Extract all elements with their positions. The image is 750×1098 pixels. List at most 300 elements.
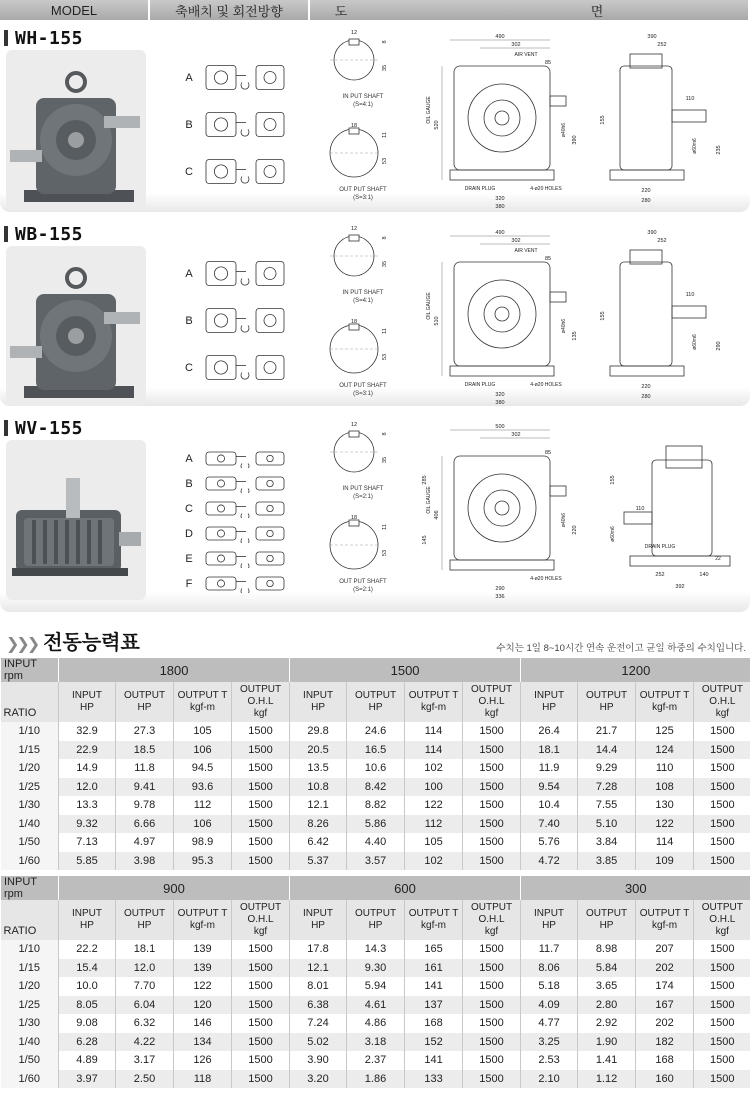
model-name: WH-155 <box>15 28 84 49</box>
value-cell: 1500 <box>694 1070 750 1089</box>
column-header-line2: kgf <box>715 708 730 719</box>
dim-height-total: 406 <box>434 510 440 520</box>
value-cell: 14.3 <box>347 940 405 959</box>
table-note: 수치는 1일 8~10시간 연속 운전이고 균일 하중의 수치입니다. <box>496 643 746 654</box>
ratio-cell: 1/30 <box>1 796 59 815</box>
column-header-line1: OUTPUT T <box>177 908 228 919</box>
dim-side-low: 155 <box>600 115 606 125</box>
value-cell: 137 <box>405 996 463 1015</box>
value-cell: 1500 <box>232 741 290 760</box>
column-header-line2: HP <box>137 702 152 713</box>
value-cell: 1500 <box>694 722 750 741</box>
column-header-line2: kgf-m <box>421 920 447 931</box>
column-header <box>59 682 116 722</box>
value-cell: 1.12 <box>578 1070 636 1089</box>
shaft-key-width: 18 <box>350 515 358 521</box>
arrangement-row <box>176 148 296 195</box>
value-cell: 2.80 <box>578 996 636 1015</box>
value-cell: 17.8 <box>290 940 347 959</box>
value-cell: 126 <box>174 1051 232 1070</box>
value-cell: 202 <box>636 1014 694 1033</box>
ratio-cell: 1/25 <box>1 996 59 1015</box>
column-header-line2: HP <box>599 920 614 931</box>
column-header-line2: HP <box>368 920 383 931</box>
column-header-line1: OUTPUT <box>354 908 397 919</box>
rpm-value: 1500 <box>290 658 521 682</box>
value-cell: 122 <box>636 815 694 834</box>
value-cell: 182 <box>636 1033 694 1052</box>
table-row <box>1 778 750 797</box>
value-cell: 106 <box>174 815 232 834</box>
column-header-line1: OUTPUT T <box>408 908 459 919</box>
model-title <box>4 418 83 439</box>
column-header-line1: INPUT <box>534 908 565 919</box>
value-cell: 109 <box>636 852 694 871</box>
input-shaft-section <box>318 224 408 282</box>
dim-base-outer: 380 <box>495 204 505 210</box>
value-cell: 11.7 <box>521 940 578 959</box>
value-cell: 102 <box>405 852 463 871</box>
table-row <box>1 815 750 834</box>
gearbox-photo <box>6 440 146 600</box>
value-cell: 1500 <box>232 1014 290 1033</box>
column-header <box>405 900 463 940</box>
model-name: WV-155 <box>15 418 84 439</box>
arrangement-diagram <box>202 104 294 145</box>
value-cell: 6.42 <box>290 833 347 852</box>
value-cell: 1500 <box>463 722 521 741</box>
value-cell: 95.3 <box>174 852 232 871</box>
side-view <box>596 226 736 406</box>
output-shaft <box>318 121 408 202</box>
dim-height-mid: 285 <box>422 475 428 485</box>
shaft-key-depth: 8 <box>382 40 388 44</box>
column-header <box>174 900 232 940</box>
dim-side-diameter: ø60m6 <box>692 334 698 350</box>
rpm-value: 1200 <box>521 658 750 682</box>
input-shaft-section <box>318 420 408 478</box>
value-cell: 3.84 <box>578 833 636 852</box>
arrangement-diagram <box>202 474 294 493</box>
shaft-key-depth: 11 <box>382 524 388 530</box>
value-cell: 1500 <box>694 759 750 778</box>
dim-height-total: 520 <box>434 120 440 130</box>
column-header <box>347 682 405 722</box>
input-shaft <box>318 420 408 501</box>
dim-side-diameter: ø60m6 <box>610 526 616 542</box>
value-cell: 1500 <box>232 940 290 959</box>
column-header <box>405 682 463 722</box>
column-header-line1: INPUT <box>303 690 334 701</box>
column-header-line1: INPUT <box>303 908 334 919</box>
column-header-line2: HP <box>80 920 94 931</box>
table-row <box>1 1033 750 1052</box>
column-header-line2: kgf-m <box>652 702 678 713</box>
value-cell: 12.1 <box>290 959 347 978</box>
arrangement-diagram <box>202 57 294 98</box>
dim-side-total: 390 <box>647 34 657 40</box>
dim-diameter: ø40h6 <box>561 122 567 138</box>
dim-side-total: 392 <box>675 584 685 590</box>
value-cell: 5.02 <box>290 1033 347 1052</box>
arrangement-row <box>176 101 296 148</box>
value-cell: 6.38 <box>290 996 347 1015</box>
value-cell: 6.32 <box>116 1014 174 1033</box>
value-cell: 1500 <box>694 796 750 815</box>
value-cell: 3.25 <box>521 1033 578 1052</box>
value-cell: 14.9 <box>59 759 116 778</box>
value-cell: 160 <box>636 1070 694 1089</box>
value-cell: 1500 <box>694 778 750 797</box>
value-cell: 9.32 <box>59 815 116 834</box>
dim-height: 85 <box>544 60 552 66</box>
value-cell: 114 <box>636 833 694 852</box>
value-cell: 1500 <box>463 759 521 778</box>
value-cell: 1.41 <box>578 1051 636 1070</box>
column-header-line2: HP <box>542 702 557 713</box>
value-cell: 5.94 <box>347 977 405 996</box>
table-row <box>1 722 750 741</box>
shaft-key-width: 18 <box>350 123 358 129</box>
dim-axis-height: 135 <box>572 331 578 341</box>
dim-side-depth: 110 <box>685 292 695 298</box>
ratio-cell: 1/60 <box>1 1070 59 1089</box>
drain-plug-label: DRAIN PLUG <box>464 382 496 388</box>
dim-side-shaft: 252 <box>657 42 667 48</box>
column-header-row <box>1 900 750 940</box>
column-header-line1: OUTPUT <box>123 908 166 919</box>
holes-label: 4-ø20 HOLES <box>530 576 562 582</box>
shaft-ratio: (S=2:1) <box>353 587 373 593</box>
arrangement-row <box>176 546 296 571</box>
value-cell: 22.9 <box>59 741 116 760</box>
column-header-line1: OUTPUT O.H.L <box>471 684 513 707</box>
dim-width-center: 302 <box>511 432 521 438</box>
value-cell: 5.18 <box>521 977 578 996</box>
arrangement-row <box>176 571 296 596</box>
value-cell: 13.5 <box>290 759 347 778</box>
value-cell: 1500 <box>694 1033 750 1052</box>
value-cell: 114 <box>405 741 463 760</box>
value-cell: 1500 <box>694 1014 750 1033</box>
arrangement-diagram <box>202 574 294 593</box>
output-shaft-section <box>318 513 408 571</box>
value-cell: 3.57 <box>347 852 405 871</box>
header-model: MODEL <box>0 0 150 20</box>
shaft-ratio: (S=4:1) <box>353 102 373 108</box>
dim-diameter: ø40h6 <box>561 318 567 334</box>
rpm-label: INPUT rpm <box>1 658 59 682</box>
value-cell: 8.42 <box>347 778 405 797</box>
value-cell: 2.92 <box>578 1014 636 1033</box>
drain-plug-label: DRAIN PLUG <box>464 186 496 192</box>
shaft-key-depth: 8 <box>382 432 388 436</box>
model-title <box>4 224 83 245</box>
table-row <box>1 759 750 778</box>
shaft-ratio: (S=4:1) <box>353 298 373 304</box>
value-cell: 3.18 <box>347 1033 405 1052</box>
output-shaft <box>318 317 408 398</box>
title-bar <box>4 30 8 46</box>
value-cell: 5.86 <box>347 815 405 834</box>
column-header-line1: OUTPUT T <box>408 690 459 701</box>
input-shaft <box>318 28 408 109</box>
shaft-caption <box>318 578 408 594</box>
value-cell: 167 <box>636 996 694 1015</box>
value-cell: 1500 <box>694 741 750 760</box>
value-cell: 7.28 <box>578 778 636 797</box>
ratio-cell: 1/10 <box>1 940 59 959</box>
value-cell: 1500 <box>232 959 290 978</box>
value-cell: 7.13 <box>59 833 116 852</box>
gearbox-image <box>6 440 146 600</box>
arrangement-label: B <box>185 477 193 490</box>
oil-gauge-label: OIL GAUGE <box>426 96 432 124</box>
dim-axis-height: 220 <box>572 525 578 535</box>
front-view-drawing <box>420 30 580 210</box>
value-cell: 1500 <box>694 852 750 871</box>
air-vent-label: AIR VENT <box>514 248 538 254</box>
column-header-line2: HP <box>311 920 325 931</box>
value-cell: 1500 <box>694 996 750 1015</box>
value-cell: 6.04 <box>116 996 174 1015</box>
column-header-line1: OUTPUT O.H.L <box>239 684 282 707</box>
column-header-line2: kgf-m <box>652 920 678 931</box>
value-cell: 3.65 <box>578 977 636 996</box>
column-header <box>636 900 694 940</box>
value-cell: 1500 <box>232 977 290 996</box>
arrangement-label: B <box>185 314 193 327</box>
gearbox-image <box>6 246 146 406</box>
value-cell: 112 <box>405 815 463 834</box>
shaft-ratio: (S=2:1) <box>353 494 373 500</box>
ratio-label: RATIO <box>1 900 59 940</box>
column-header-line2: HP <box>599 702 614 713</box>
value-cell: 5.85 <box>59 852 116 871</box>
dim-width-center: 302 <box>511 238 521 244</box>
title-bar <box>4 420 8 436</box>
value-cell: 21.7 <box>578 722 636 741</box>
column-header <box>174 682 232 722</box>
value-cell: 130 <box>636 796 694 815</box>
value-cell: 122 <box>405 796 463 815</box>
value-cell: 12.0 <box>59 778 116 797</box>
column-header <box>463 900 521 940</box>
value-cell: 93.6 <box>174 778 232 797</box>
model-title <box>4 28 83 49</box>
dim-side-shaft: 252 <box>657 238 667 244</box>
column-header <box>290 682 347 722</box>
value-cell: 4.09 <box>521 996 578 1015</box>
arrangement-row <box>176 54 296 101</box>
shaft-ratio: (S=3:1) <box>353 195 373 201</box>
output-shaft <box>318 513 408 594</box>
value-cell: 13.3 <box>59 796 116 815</box>
column-header <box>290 900 347 940</box>
shaft-caption <box>318 485 408 501</box>
value-cell: 9.08 <box>59 1014 116 1033</box>
value-cell: 1500 <box>463 796 521 815</box>
value-cell: 1500 <box>463 959 521 978</box>
shaft-caption <box>318 186 408 202</box>
shaft-key-width: 12 <box>350 422 358 428</box>
arrangement-diagram <box>202 253 294 294</box>
ratio-cell: 1/40 <box>1 1033 59 1052</box>
value-cell: 1500 <box>463 996 521 1015</box>
value-cell: 1500 <box>463 833 521 852</box>
shaft-caption-text: IN PUT SHAFT <box>342 486 384 492</box>
column-header <box>694 900 750 940</box>
column-header-line1: OUTPUT O.H.L <box>239 902 282 925</box>
value-cell: 8.05 <box>59 996 116 1015</box>
value-cell: 4.72 <box>521 852 578 871</box>
ratio-cell: 1/50 <box>1 833 59 852</box>
value-cell: 110 <box>636 759 694 778</box>
arrangement-row <box>176 446 296 471</box>
arrangement-row <box>176 471 296 496</box>
value-cell: 1500 <box>463 940 521 959</box>
column-header-line1: OUTPUT <box>586 690 628 701</box>
table-row <box>1 852 750 871</box>
arrangement-label: C <box>185 165 193 178</box>
rpm-value: 900 <box>59 876 290 900</box>
gearbox-photo <box>6 50 146 210</box>
dim-height-total: 510 <box>434 316 440 326</box>
table-row <box>1 996 750 1015</box>
value-cell: 7.24 <box>290 1014 347 1033</box>
output-shaft-section <box>318 317 408 375</box>
table-row <box>1 1051 750 1070</box>
value-cell: 8.26 <box>290 815 347 834</box>
value-cell: 168 <box>636 1051 694 1070</box>
dim-side-base-inner: 220 <box>641 188 651 194</box>
front-view-drawing <box>420 226 580 406</box>
shaft-caption-text: IN PUT SHAFT <box>342 290 384 296</box>
column-header-line1: OUTPUT T <box>639 690 690 701</box>
dim-side-depth: 110 <box>635 506 645 512</box>
value-cell: 124 <box>636 741 694 760</box>
dim-base-inner: 320 <box>495 392 505 398</box>
value-cell: 120 <box>174 996 232 1015</box>
value-cell: 1500 <box>232 1051 290 1070</box>
ratio-cell: 1/25 <box>1 778 59 797</box>
table-title <box>6 626 140 655</box>
column-header <box>59 900 116 940</box>
value-cell: 207 <box>636 940 694 959</box>
dim-side-b: 140 <box>699 572 709 578</box>
value-cell: 2.53 <box>521 1051 578 1070</box>
value-cell: 10.6 <box>347 759 405 778</box>
value-cell: 125 <box>636 722 694 741</box>
column-header <box>636 682 694 722</box>
column-header-line1: OUTPUT <box>585 908 628 919</box>
value-cell: 5.10 <box>578 815 636 834</box>
rpm-value: 600 <box>290 876 521 900</box>
value-cell: 6.28 <box>59 1033 116 1052</box>
header-arrangement: 축배치 및 회전방향 <box>150 0 310 20</box>
side-drain-label: DRAIN PLUG <box>644 544 676 550</box>
ratio-cell: 1/60 <box>1 852 59 871</box>
shaft-dim: 53 <box>382 353 388 361</box>
column-header-line2: HP <box>368 702 383 713</box>
column-header <box>694 682 750 722</box>
value-cell: 2.50 <box>116 1070 174 1089</box>
value-cell: 1500 <box>463 1014 521 1033</box>
value-cell: 18.5 <box>116 741 174 760</box>
value-cell: 22.2 <box>59 940 116 959</box>
column-header-line1: OUTPUT O.H.L <box>701 684 743 707</box>
shaft-caption-text: IN PUT SHAFT <box>342 94 384 100</box>
value-cell: 3.85 <box>578 852 636 871</box>
dim-width-center: 302 <box>511 42 521 48</box>
value-cell: 1.86 <box>347 1070 405 1089</box>
chevron-icon: ❯❯❯ <box>6 636 38 653</box>
dim-side-small: 22 <box>715 556 721 562</box>
shaft-caption <box>318 382 408 398</box>
column-header-line2: kgf <box>253 708 268 719</box>
dim-width-total: 490 <box>495 230 505 236</box>
dim-side-base-inner: 220 <box>641 384 651 390</box>
value-cell: 18.1 <box>521 741 578 760</box>
dim-side-depth: 110 <box>685 96 695 102</box>
value-cell: 4.22 <box>116 1033 174 1052</box>
side-view <box>596 30 736 210</box>
model-section <box>0 218 750 406</box>
rpm-value: 1800 <box>59 658 290 682</box>
value-cell: 12.0 <box>116 959 174 978</box>
shaft-arrangement <box>176 250 296 391</box>
value-cell: 1500 <box>232 722 290 741</box>
arrangement-label: C <box>185 361 193 374</box>
value-cell: 98.9 <box>174 833 232 852</box>
value-cell: 1500 <box>463 1070 521 1089</box>
shaft-caption <box>318 93 408 109</box>
value-cell: 1500 <box>232 1070 290 1089</box>
value-cell: 9.78 <box>116 796 174 815</box>
value-cell: 1500 <box>694 1051 750 1070</box>
holes-label: 4-ø20 HOLES <box>530 186 562 192</box>
value-cell: 27.3 <box>116 722 174 741</box>
value-cell: 174 <box>636 977 694 996</box>
value-cell: 1500 <box>232 996 290 1015</box>
value-cell: 5.37 <box>290 852 347 871</box>
value-cell: 4.86 <box>347 1014 405 1033</box>
table-row <box>1 977 750 996</box>
arrangement-row <box>176 496 296 521</box>
value-cell: 9.29 <box>578 759 636 778</box>
column-header-line1: OUTPUT T <box>177 690 228 701</box>
arrangement-label: A <box>185 267 193 280</box>
value-cell: 1500 <box>463 1033 521 1052</box>
column-header-line1: INPUT <box>72 908 102 919</box>
value-cell: 26.4 <box>521 722 578 741</box>
value-cell: 7.70 <box>116 977 174 996</box>
value-cell: 141 <box>405 977 463 996</box>
value-cell: 8.06 <box>521 959 578 978</box>
shaft-caption <box>318 289 408 305</box>
value-cell: 1500 <box>232 852 290 871</box>
value-cell: 1.90 <box>578 1033 636 1052</box>
value-cell: 1500 <box>232 1033 290 1052</box>
dim-height: 85 <box>544 256 552 262</box>
table-row <box>1 940 750 959</box>
value-cell: 165 <box>405 940 463 959</box>
dim-diameter: ø40h6 <box>561 512 567 528</box>
column-header <box>578 900 636 940</box>
value-cell: 152 <box>405 1033 463 1052</box>
value-cell: 1500 <box>232 759 290 778</box>
value-cell: 1500 <box>694 940 750 959</box>
